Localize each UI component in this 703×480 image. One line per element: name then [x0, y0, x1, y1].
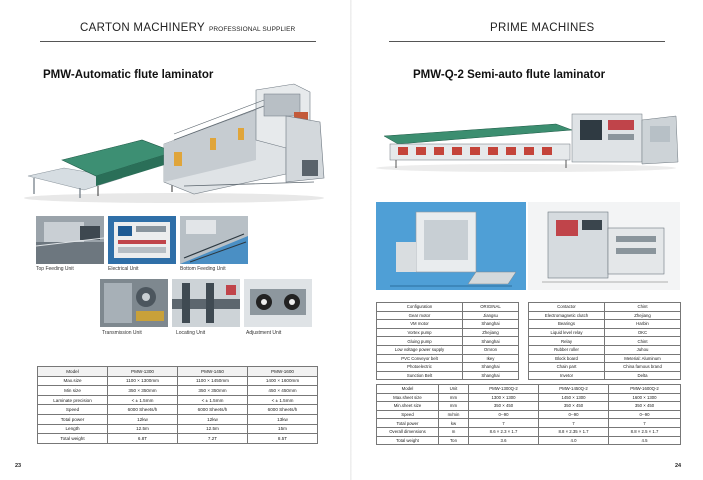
table-cell: 6.8T — [108, 434, 178, 444]
table-cell: Rubber roller — [529, 345, 605, 354]
left-page-number: 23 — [15, 463, 22, 469]
table-cell: Sunction Belt — [377, 371, 463, 380]
table-cell: 8.8 × 2.35 × 1.7 — [539, 427, 609, 436]
table-row — [377, 436, 681, 445]
caption-adjustment-unit: Adjustment Unit — [246, 330, 282, 336]
table-cell: Ton — [439, 436, 469, 445]
semi-auto-spec-table — [376, 384, 681, 445]
left-header-brand: CARTON MACHINERY — [80, 22, 205, 34]
table-cell: 15m — [248, 424, 318, 434]
table-cell: 350 × 450 — [469, 402, 539, 411]
table-row — [38, 434, 318, 444]
table-cell: Ikey — [463, 354, 519, 363]
caption-locating-unit: Locating Unit — [176, 330, 206, 336]
table-cell: 8.6 × 2.3 × 1.7 — [469, 427, 539, 436]
table-cell: Delta — [605, 371, 681, 380]
table-header-cell: PMW-1450 — [178, 367, 248, 377]
table-cell: < ± 1.5mm — [178, 395, 248, 405]
table-cell: Gluing pump — [377, 337, 463, 346]
table-cell: Chint — [605, 303, 681, 312]
table-row — [377, 337, 519, 346]
table-cell: 1100 × 1450mm — [178, 376, 248, 386]
table-cell: < ± 1.5mm — [248, 395, 318, 405]
table-cell: China famous brand — [605, 363, 681, 372]
table-cell: Block board — [529, 354, 605, 363]
left-header-rule — [40, 41, 316, 42]
table-cell: 6000 Sheets/h — [108, 405, 178, 415]
table-cell: 13kw — [248, 414, 318, 424]
table-cell: Shanghai — [463, 363, 519, 372]
table-cell: Shanghai — [463, 371, 519, 380]
table-cell: 1450 × 1300 — [539, 393, 609, 402]
table-cell: VM motor — [377, 320, 463, 329]
table-row — [529, 311, 681, 320]
table-cell: Shanghai — [463, 320, 519, 329]
parts-brand-table — [528, 302, 681, 380]
automatic-laminator-photo — [24, 82, 328, 204]
table-cell: Chint — [605, 337, 681, 346]
table-header-cell: PMW-1600 — [248, 367, 318, 377]
table-header-cell: Model — [377, 385, 439, 394]
table-cell: 4.5 — [609, 436, 681, 445]
table-cell: Bearings — [529, 320, 605, 329]
table-cell: 1100 × 1300mm — [108, 376, 178, 386]
table-cell: Total power — [377, 419, 439, 428]
table-cell: Low voltage power supply — [377, 345, 463, 354]
table-cell: 12kw — [178, 414, 248, 424]
right-page — [352, 0, 703, 480]
table-row — [529, 337, 681, 346]
table-cell: Min.sheet size — [377, 402, 439, 411]
table-cell: mm — [439, 402, 469, 411]
table-cell: < ± 1.5mm — [108, 395, 178, 405]
transmission-unit-photo — [100, 279, 168, 327]
table-header-row — [38, 367, 318, 377]
right-page-title: PMW-Q-2 Semi-auto flute laminator — [413, 69, 606, 81]
table-cell: Total power — [38, 414, 108, 424]
table-cell: Relay — [529, 337, 605, 346]
table-row — [529, 354, 681, 363]
table-cell: mm — [439, 393, 469, 402]
table-row — [38, 386, 318, 396]
table-cell: 7.2T — [178, 434, 248, 444]
table-header-cell: Model — [38, 367, 108, 377]
table-row — [377, 410, 681, 419]
table-row — [38, 376, 318, 386]
table-cell: kw — [439, 419, 469, 428]
caption-top-feeding-unit: Top Feeding Unit — [36, 266, 74, 272]
table-cell: Speed — [38, 405, 108, 415]
semi-auto-laminator-photo — [376, 90, 681, 172]
table-cell: 12kw — [108, 414, 178, 424]
table-row — [529, 303, 681, 312]
table-cell: ORIGINAL — [463, 303, 519, 312]
table-row — [529, 371, 681, 380]
caption-transmission-unit: Transmission Unit — [102, 330, 142, 336]
table-cell: Liquid level relay — [529, 328, 605, 337]
right-header-brand: PRIME MACHINES — [490, 22, 595, 34]
caption-electrical-unit: Electrical Unit — [108, 266, 139, 272]
bottom-feeding-unit-photo — [180, 216, 248, 264]
table-cell: Length — [38, 424, 108, 434]
table-cell: Zhejiang — [463, 328, 519, 337]
table-cell: 1600 × 1300 — [609, 393, 681, 402]
right-header-rule — [389, 41, 665, 42]
automatic-laminator-spec-table — [37, 366, 318, 444]
table-cell: Max.size — [38, 376, 108, 386]
electrical-unit-photo — [108, 216, 176, 264]
table-cell: m — [439, 427, 469, 436]
right-page-number: 24 — [675, 463, 682, 469]
table-cell: 3.6 — [469, 436, 539, 445]
table-row — [377, 393, 681, 402]
table-cell: Invetor — [529, 371, 605, 380]
table-header-cell: PMW-1450Q-2 — [539, 385, 609, 394]
table-header-cell: PMW-1300 — [108, 367, 178, 377]
table-row — [377, 328, 519, 337]
table-cell: 0--90 — [609, 410, 681, 419]
caption-bottom-feeding-unit: Bottom Feeding Unit — [180, 266, 226, 272]
table-row — [377, 371, 519, 380]
table-row — [38, 405, 318, 415]
laminator-feeder-photo — [528, 202, 680, 290]
table-cell: Gear motor — [377, 311, 463, 320]
configuration-table — [376, 302, 519, 380]
left-page-title: PMW-Automatic flute laminator — [43, 69, 214, 81]
table-cell: 350 × 350mm — [108, 386, 178, 396]
table-cell: Vortex pump — [377, 328, 463, 337]
table-row — [377, 419, 681, 428]
table-cell: Meterial: Aluminum — [605, 354, 681, 363]
table-row — [377, 345, 519, 354]
table-cell: Contactor — [529, 303, 605, 312]
laminator-side-view-photo — [376, 202, 526, 290]
table-cell: Laminate precision — [38, 395, 108, 405]
top-feeding-unit-photo — [36, 216, 104, 264]
table-header-cell: PMW-1600Q-2 — [609, 385, 681, 394]
table-cell: 350 × 450 — [539, 402, 609, 411]
table-cell: 7 — [539, 419, 609, 428]
left-page — [0, 0, 351, 480]
locating-unit-photo — [172, 279, 240, 327]
table-cell: 0--90 — [539, 410, 609, 419]
table-cell: 350 × 350mm — [178, 386, 248, 396]
table-row — [529, 328, 681, 337]
table-cell: 6000 Sheets/h — [178, 405, 248, 415]
table-row — [38, 414, 318, 424]
table-row — [377, 303, 519, 312]
table-cell: m/min — [439, 410, 469, 419]
table-cell: 450 × 450mm — [248, 386, 318, 396]
table-cell: Photoelectric — [377, 363, 463, 372]
table-row — [377, 427, 681, 436]
table-cell: Harbin — [605, 320, 681, 329]
table-cell: 1400 × 1600mm — [248, 376, 318, 386]
table-cell: 8.5T — [248, 434, 318, 444]
table-cell: Juhou — [605, 345, 681, 354]
table-row — [529, 363, 681, 372]
table-row — [529, 345, 681, 354]
table-row — [38, 424, 318, 434]
table-row — [38, 395, 318, 405]
table-cell: Min size — [38, 386, 108, 396]
table-cell: Zhejiang — [605, 311, 681, 320]
table-header-cell: PMW-1300Q-2 — [469, 385, 539, 394]
table-row — [529, 320, 681, 329]
table-cell: Electromagnetic clutch — [529, 311, 605, 320]
adjustment-unit-photo — [244, 279, 312, 327]
table-cell: 1300 × 1300 — [469, 393, 539, 402]
table-row — [377, 320, 519, 329]
table-cell: 0--90 — [469, 410, 539, 419]
table-cell: 4.0 — [539, 436, 609, 445]
table-cell: Total weight — [377, 436, 439, 445]
table-cell: Omron — [463, 345, 519, 354]
table-cell: 8.8 × 2.5 × 1.7 — [609, 427, 681, 436]
table-cell: Max.sheet size — [377, 393, 439, 402]
table-cell: Jiangsu — [463, 311, 519, 320]
table-cell: Total weight — [38, 434, 108, 444]
table-cell: PVC Conveyor belt — [377, 354, 463, 363]
table-header-cell: Unit — [439, 385, 469, 394]
table-cell: 350 × 450 — [609, 402, 681, 411]
table-cell: 12.5m — [108, 424, 178, 434]
table-row — [377, 363, 519, 372]
table-header-row — [377, 385, 681, 394]
left-header — [80, 22, 295, 34]
table-cell: 12.5m — [178, 424, 248, 434]
table-cell: Chain part — [529, 363, 605, 372]
table-cell: OKC — [605, 328, 681, 337]
table-cell: Shanghai — [463, 337, 519, 346]
table-cell: 7 — [469, 419, 539, 428]
left-header-subtitle: PROFESSIONAL SUPPLIER — [208, 26, 296, 33]
table-cell: Speed — [377, 410, 439, 419]
table-row — [377, 311, 519, 320]
table-row — [377, 354, 519, 363]
table-row — [377, 402, 681, 411]
table-cell: 6000 Sheets/h — [248, 405, 318, 415]
table-cell: Configuration — [377, 303, 463, 312]
table-cell: Overall dimensions — [377, 427, 439, 436]
table-cell: 7 — [609, 419, 681, 428]
